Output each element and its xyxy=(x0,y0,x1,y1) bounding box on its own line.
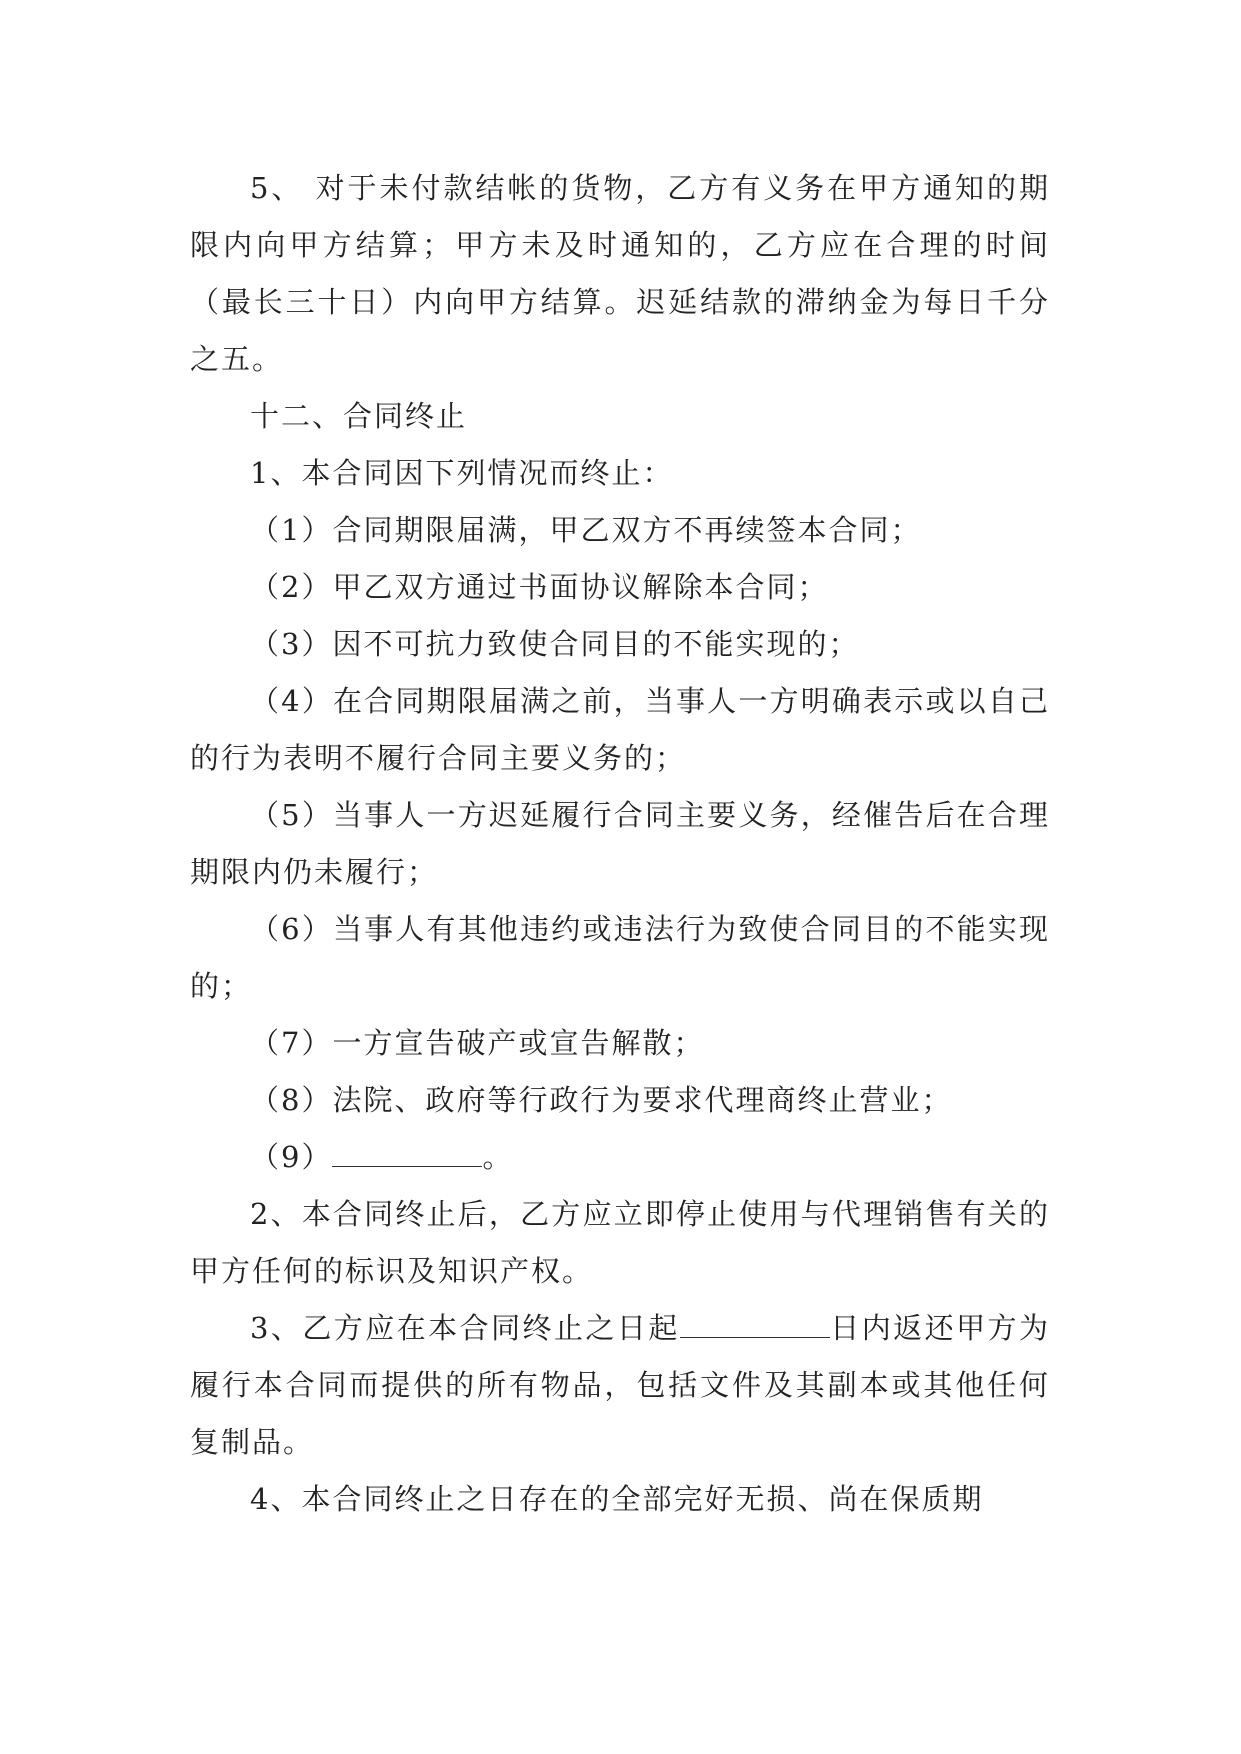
return-items-prefix: 3、乙方应在本合同终止之日起 xyxy=(250,1311,680,1345)
list-item: （4）在合同期限届满之前，当事人一方明确表示或以自己的行为表明不履行合同主要义务的； xyxy=(190,684,1050,775)
list-item-9-suffix: 。 xyxy=(482,1140,514,1174)
return-items-suffix: 日内返还甲方为履行本合同而提供的所有物品，包括文件及其副本或其他任何复制品。 xyxy=(190,1311,1050,1459)
list-item: （7）一方宣告破产或宣告解散； xyxy=(250,1026,705,1060)
list-item: （2）甲乙双方通过书面协议解除本合同； xyxy=(250,570,829,604)
paragraph-remaining-goods: 4、本合同终止之日存在的全部完好无损、尚在保质期 xyxy=(250,1482,984,1516)
paragraph-stop-using-marks: 2、本合同终止后，乙方应立即停止使用与代理销售有关的甲方任何的标识及知识产权。 xyxy=(190,1197,1050,1288)
paragraph-settlement: 5、 对于未付款结帐的货物，乙方有义务在甲方通知的期限内向甲方结算；甲方未及时通知的，乙方应在合理的时间（最长三十日）内向甲方结算。迟延结款的滞纳金为每日千分之五。 xyxy=(190,171,1050,376)
section-title-termination: 十二、合同终止 xyxy=(250,399,468,433)
list-item-9 xyxy=(190,1129,1050,1186)
list-item: （1）合同期限届满，甲乙双方不再续签本合同； xyxy=(250,513,922,547)
paragraph-termination-conditions: 1、本合同因下列情况而终止： xyxy=(250,456,674,490)
list-item: （8）法院、政府等行政行为要求代理商终止营业； xyxy=(250,1083,953,1117)
fill-in-blank xyxy=(332,1136,482,1167)
list-item: （3）因不可抗力致使合同目的不能实现的； xyxy=(250,627,860,661)
list-item: （6）当事人有其他违约或违法行为致使合同目的不能实现的； xyxy=(190,912,1050,1003)
document-body xyxy=(190,160,1050,1528)
list-item: （5）当事人一方迟延履行合同主要义务，经催告后在合理期限内仍未履行； xyxy=(190,798,1050,889)
fill-in-blank-days xyxy=(680,1307,830,1338)
paragraph-return-items xyxy=(190,1300,1050,1471)
list-item-9-prefix: （9） xyxy=(250,1140,333,1174)
